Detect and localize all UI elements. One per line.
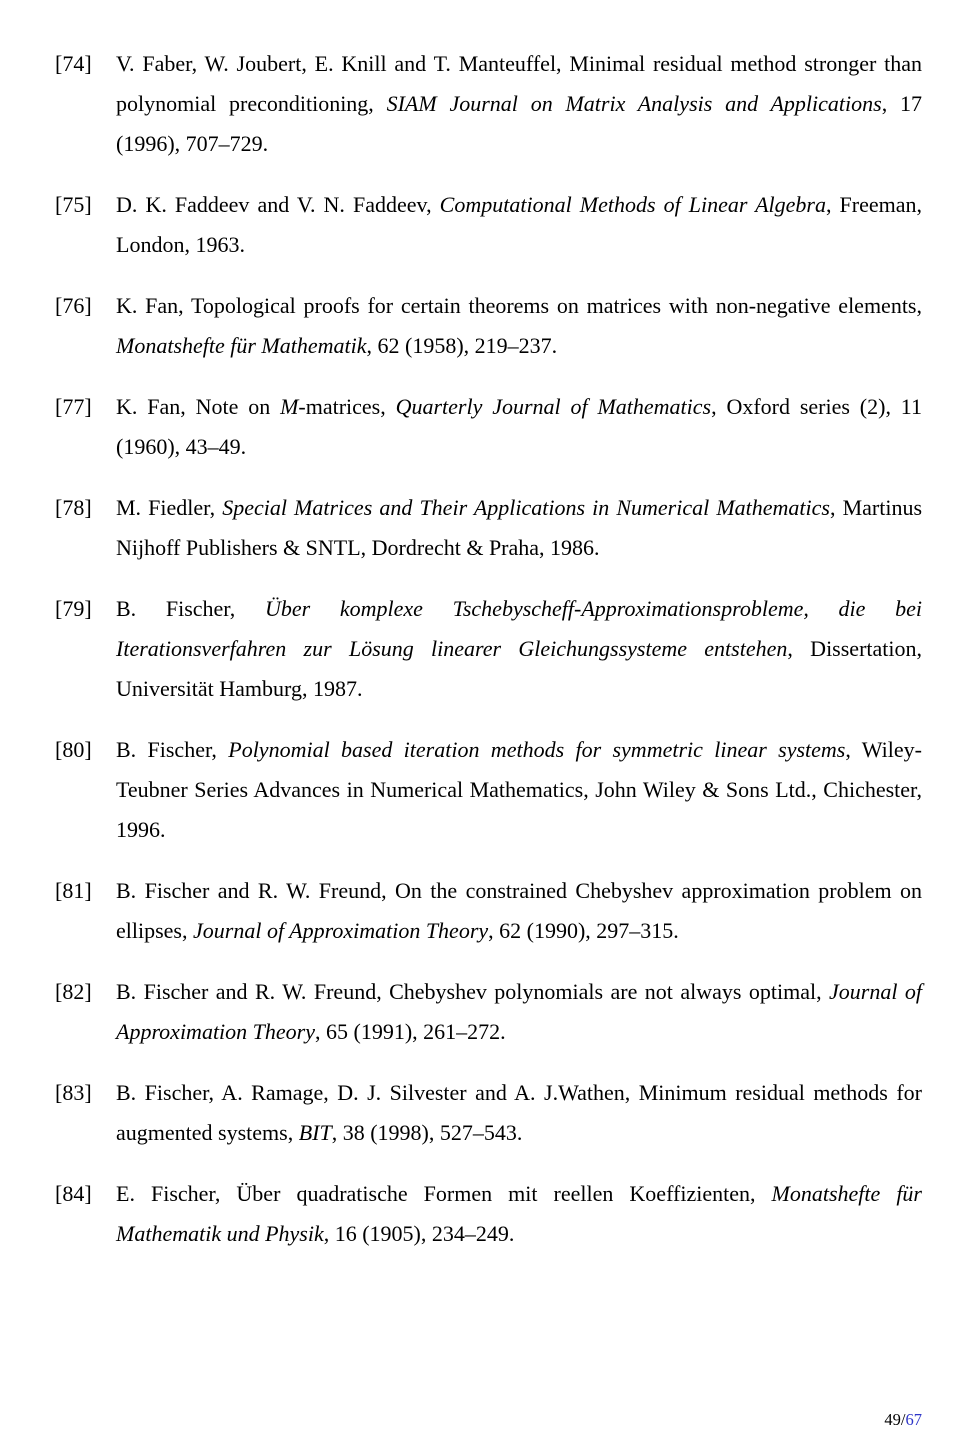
reference-number: [76] — [55, 293, 92, 318]
reference-text — [116, 1181, 922, 1246]
reference-text — [116, 394, 922, 459]
page-separator: / — [900, 1409, 906, 1429]
reference-text-segment: E. Fischer, Über quadratische Formen mit reellen Koeffizienten, — [116, 1181, 772, 1206]
reference-title-italic: Quarterly Journal of Mathematics — [395, 394, 712, 419]
reference-title-italic: M — [280, 394, 299, 419]
page-current: 49 — [884, 1409, 901, 1429]
reference-entry — [55, 387, 922, 467]
reference-entry — [55, 730, 922, 850]
reference-text-segment: , Oxford series (2), 11 (1960), 43–49. — [116, 394, 922, 459]
reference-text-segment: M. Fiedler, — [116, 495, 223, 520]
reference-text-segment: K. Fan, Topological proofs for certain theorems on matrices with non-negative elements, — [116, 293, 922, 318]
reference-entry — [55, 589, 922, 709]
reference-entry — [55, 286, 922, 366]
reference-number: [80] — [55, 737, 92, 762]
reference-text-segment: D. K. Faddeev and V. N. Faddeev, — [116, 192, 440, 217]
reference-text-segment: B. Fischer, — [116, 596, 265, 621]
reference-title-italic: Polynomial based iteration methods for symmetric linear systems — [228, 737, 846, 762]
reference-number: [79] — [55, 596, 92, 621]
reference-text — [116, 979, 922, 1044]
reference-entry — [55, 1174, 922, 1254]
reference-text — [116, 596, 922, 701]
reference-number: [74] — [55, 51, 92, 76]
reference-text-segment: , Dissertation, Universität Hamburg, 1987. — [116, 636, 922, 701]
reference-text-segment: B. Fischer and R. W. Freund, Chebyshev polynomials are not always optimal, — [116, 979, 829, 1004]
reference-text — [116, 51, 922, 156]
reference-title-italic: Journal of Approximation Theory — [116, 979, 922, 1044]
reference-text-segment: B. Fischer and R. W. Freund, On the constrained Chebyshev approximation problem on ellipses, — [116, 878, 922, 943]
page-footer — [884, 1409, 922, 1429]
reference-text-segment: , 65 (1991), 261–272. — [315, 1019, 506, 1044]
reference-number: [75] — [55, 192, 92, 217]
reference-list — [55, 44, 922, 1254]
reference-number: [78] — [55, 495, 92, 520]
reference-entry — [55, 972, 922, 1052]
reference-entry — [55, 44, 922, 164]
reference-text-segment: , Martinus Nijhoff Publishers & SNTL, Dordrecht & Praha, 1986. — [116, 495, 923, 560]
reference-text — [116, 1080, 922, 1145]
reference-text-segment: , 17 (1996), 707–729. — [116, 91, 922, 156]
reference-number: [77] — [55, 394, 92, 419]
reference-number: [83] — [55, 1080, 92, 1105]
reference-title-italic: Computational Methods of Linear Algebra — [439, 192, 826, 217]
reference-text-segment: , 62 (1958), 219–237. — [366, 333, 558, 358]
reference-title-italic: Journal of Approximation Theory — [193, 918, 489, 943]
reference-title-italic: Über komplexe Tschebyscheff-Approximationsprobleme, die bei Iterationsverfahren zur Lösung linearer Gleichungssysteme entstehen — [116, 596, 923, 661]
reference-title-italic: SIAM Journal on Matrix Analysis and Applications — [386, 91, 882, 116]
reference-text-segment: K. Fan, Note on — [116, 394, 281, 419]
page-total-link[interactable]: 67 — [905, 1409, 922, 1429]
reference-title-italic: Special Matrices and Their Applications in Numerical Mathematics — [222, 495, 830, 520]
reference-text-segment: -matrices, — [298, 394, 396, 419]
reference-title-italic: BIT — [298, 1120, 332, 1145]
reference-text-segment: V. Faber, W. Joubert, E. Knill and T. Manteuffel, Minimal residual method stronger than polynomial preconditioning, — [116, 51, 922, 116]
reference-entry — [55, 1073, 922, 1153]
reference-text — [116, 495, 922, 560]
reference-text-segment: B. Fischer, — [116, 737, 229, 762]
reference-text — [116, 737, 922, 842]
reference-text-segment: , Wiley-Teubner Series Advances in Numerical Mathematics, John Wiley & Sons Ltd., Chichester, 1996. — [116, 737, 923, 842]
reference-text-segment: , 62 (1990), 297–315. — [488, 918, 679, 943]
reference-text — [116, 192, 922, 257]
reference-number: [81] — [55, 878, 92, 903]
reference-text — [116, 878, 922, 943]
reference-title-italic: Monatshefte für Mathematik und Physik — [116, 1181, 922, 1246]
reference-text-segment: , Freeman, London, 1963. — [116, 192, 923, 257]
reference-title-italic: Monatshefte für Mathematik — [116, 333, 367, 358]
reference-entry — [55, 488, 922, 568]
reference-text — [116, 293, 922, 358]
reference-number: [84] — [55, 1181, 92, 1206]
reference-number: [82] — [55, 979, 92, 1004]
reference-text-segment: , 16 (1905), 234–249. — [323, 1221, 515, 1246]
reference-text-segment: , 38 (1998), 527–543. — [331, 1120, 523, 1145]
reference-entry — [55, 871, 922, 951]
reference-entry — [55, 185, 922, 265]
reference-text-segment: B. Fischer, A. Ramage, D. J. Silvester and A. J.Wathen, Minimum residual methods for augmented systems, — [116, 1080, 922, 1145]
